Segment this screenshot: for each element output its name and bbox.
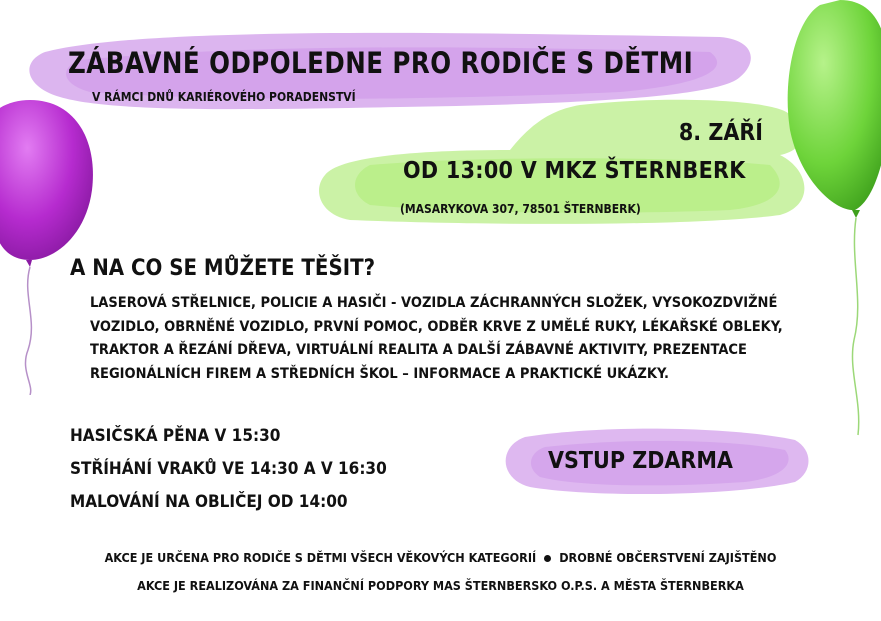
activities-line: VOZIDLO, OBRNĚNÉ VOZIDLO, PRVNÍ POMOC, ODBĚR KRVE Z UMĚLÉ RUKY, LÉKAŘSKÉ OBLEKY, <box>90 318 783 335</box>
activities-line: LASEROVÁ STŘELNICE, POLICIE A HASIČI - VOZIDLA ZÁCHRANNÝCH SLOŽEK, VYSOKOZDVIŽNÉ <box>90 295 778 311</box>
schedule-item: MALOVÁNÍ NA OBLIČEJ OD 14:00 <box>70 492 348 512</box>
schedule-list <box>70 420 387 519</box>
activities-line: TRAKTOR A ŘEZÁNÍ DŘEVA, VIRTUÁLNÍ REALITA A DALŠÍ ZÁBAVNÉ AKTIVITY, PREZENTACE <box>90 342 747 358</box>
footer-line-2: AKCE JE REALIZOVÁNA ZA FINANČNÍ PODPORY MAS ŠTERNBERSKO O.P.S. A MĚSTA ŠTERNBERKA <box>137 578 744 593</box>
event-title: ZÁBAVNÉ ODPOLEDNE PRO RODIČE S DĚTMI <box>68 46 694 80</box>
activities-line: REGIONÁLNÍCH FIREM A STŘEDNÍCH ŠKOL – INFORMACE A PRAKTICKÉ UKÁZKY. <box>90 365 669 382</box>
activities-list <box>90 292 850 386</box>
admission-free: VSTUP ZDARMA <box>548 448 733 474</box>
schedule-item: HASIČSKÁ PĚNA V 15:30 <box>70 426 281 446</box>
event-address: (MASARYKOVA 307, 78501 ŠTERNBERK) <box>400 202 641 216</box>
event-subtitle: V RÁMCI DNŮ KARIÉROVÉHO PORADENSTVÍ <box>92 90 356 104</box>
bullet-dot-icon <box>544 555 551 562</box>
event-date: 8. ZÁŘÍ <box>678 120 763 146</box>
footer-refreshments: DROBNÉ OBČERSTVENÍ ZAJIŠTĚNO <box>559 550 777 565</box>
footer-line-1 <box>0 550 881 565</box>
purple-balloon-icon <box>0 95 100 395</box>
event-time-place: OD 13:00 V MKZ ŠTERNBERK <box>403 158 746 184</box>
footer-audience: AKCE JE URČENA PRO RODIČE S DĚTMI VŠECH VĚKOVÝCH KATEGORIÍ <box>104 550 537 565</box>
program-heading: A NA CO SE MŮŽETE TĚŠIT? <box>70 256 376 281</box>
schedule-item: STŘÍHÁNÍ VRAKŮ VE 14:30 A V 16:30 <box>70 459 387 479</box>
